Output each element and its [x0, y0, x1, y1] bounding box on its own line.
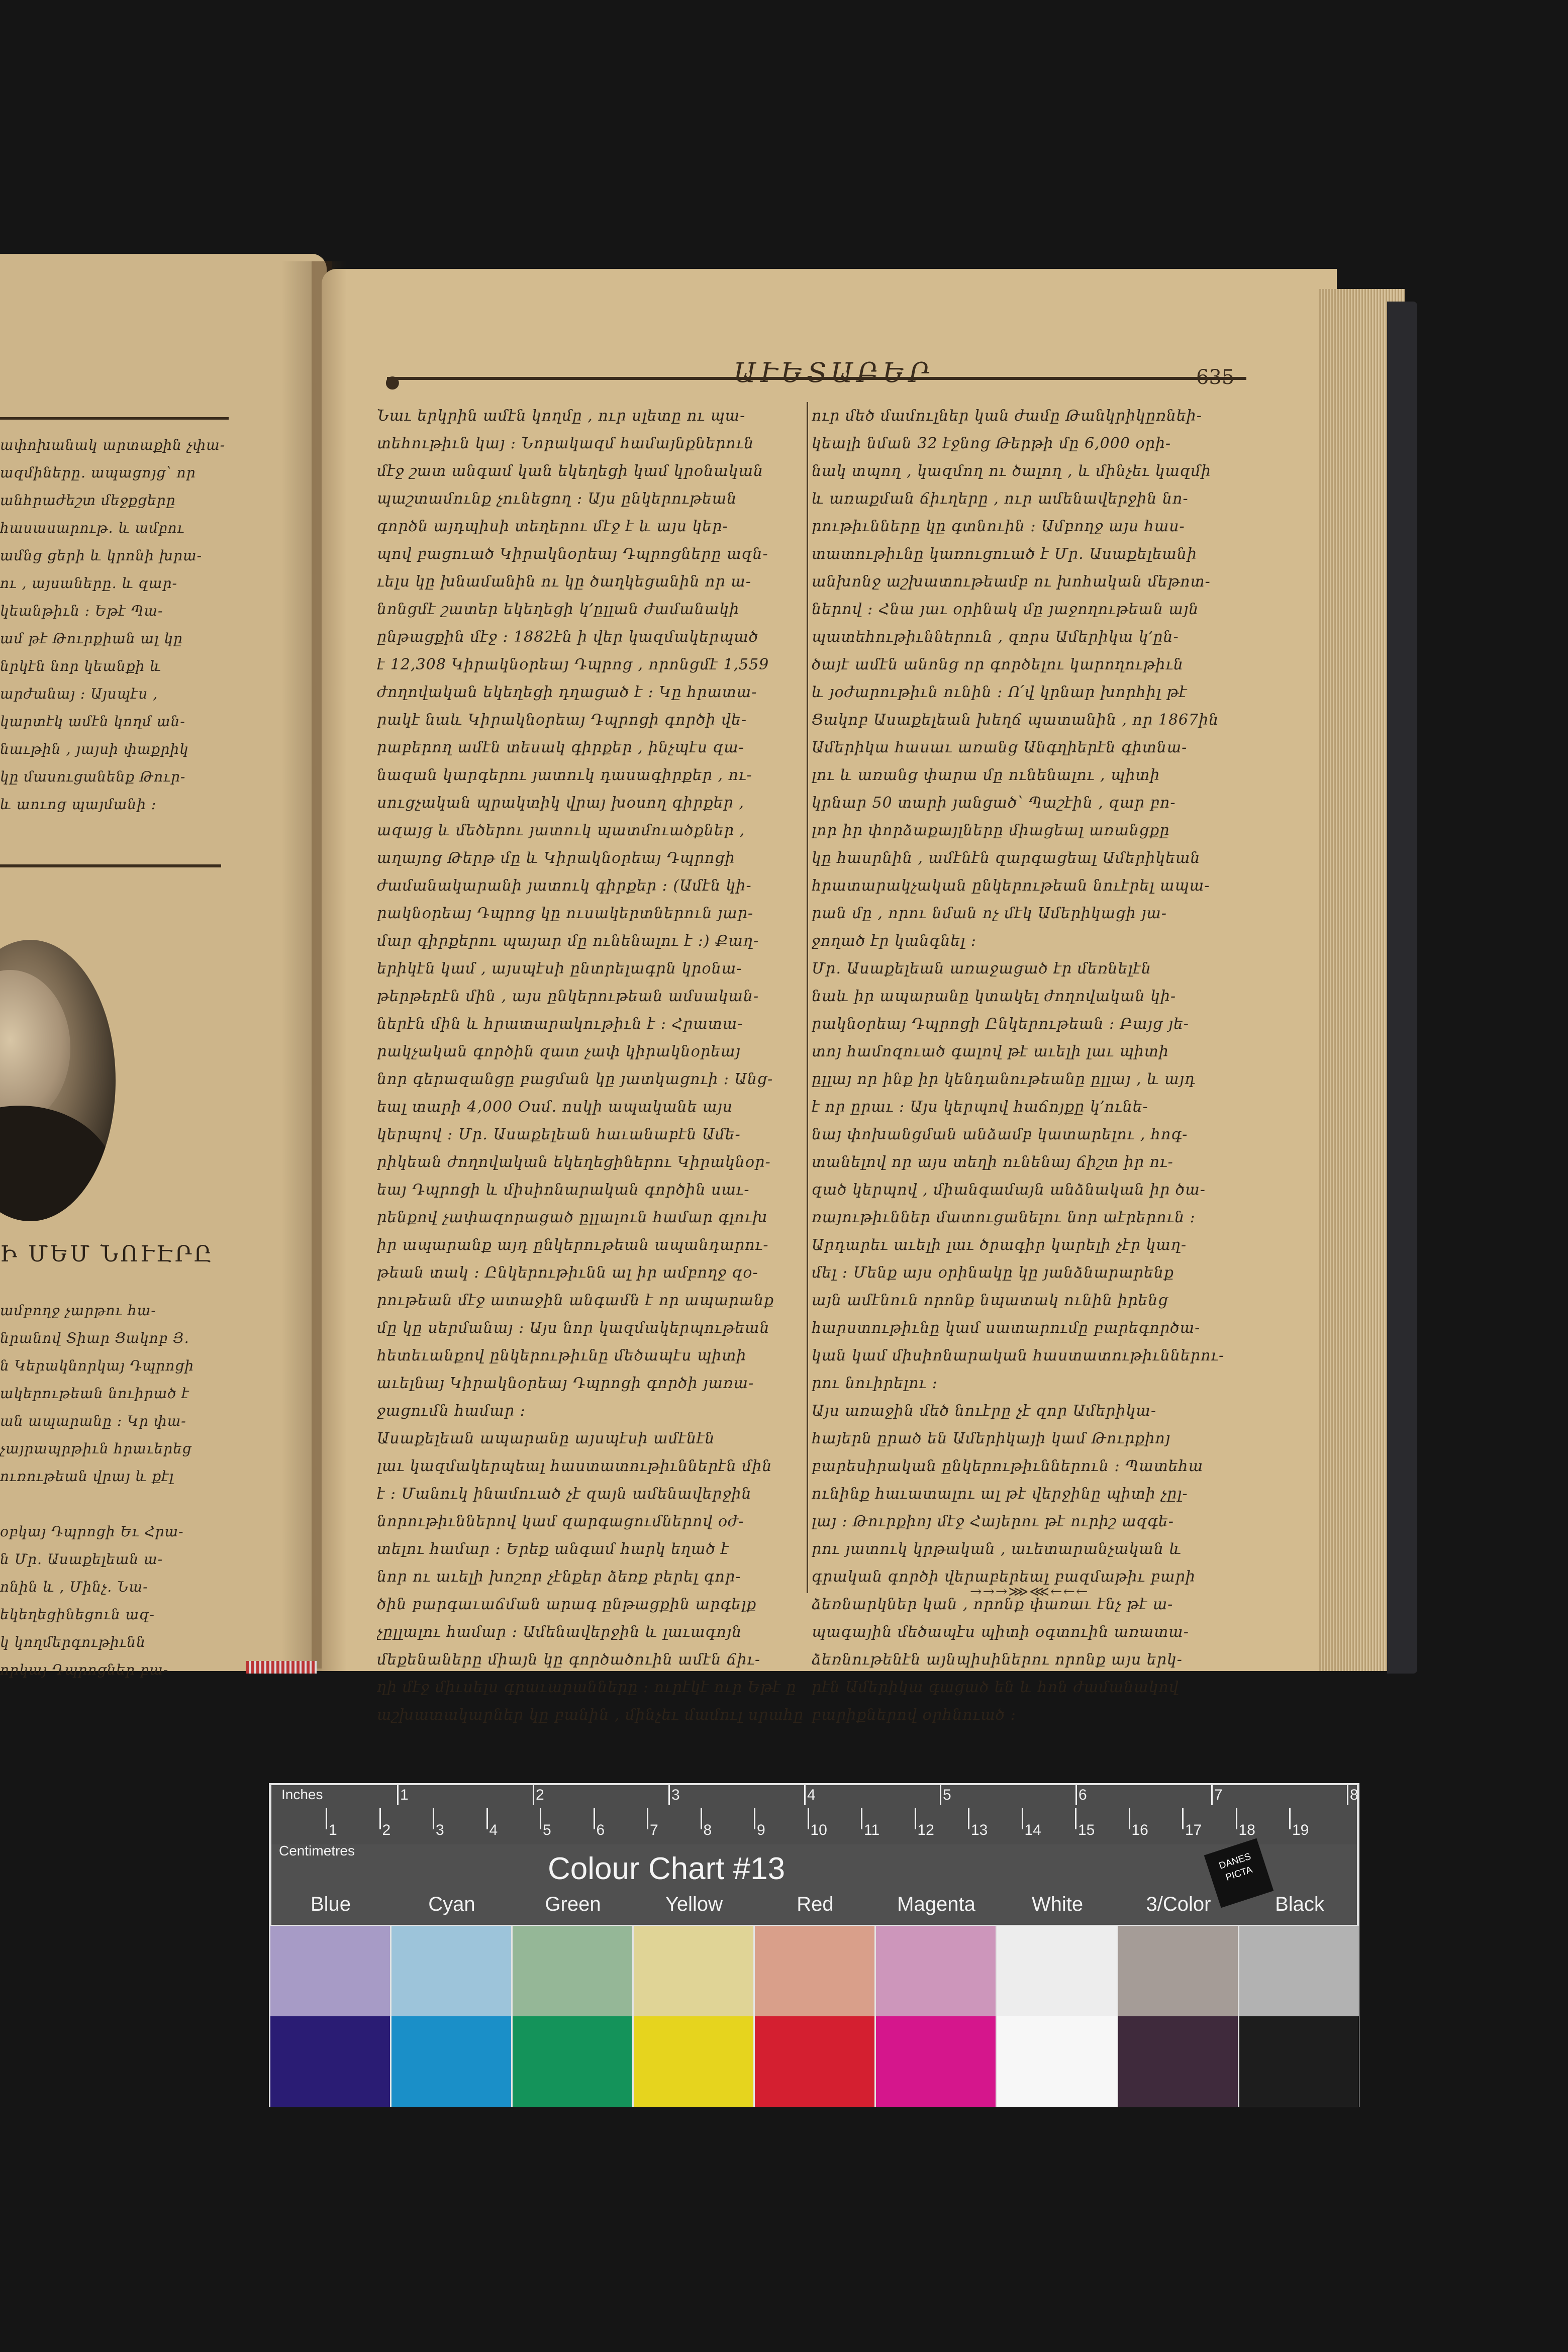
text-line: Ամերիկա հասաւ առանց Անգղիերէն գիտնա-	[812, 739, 1188, 756]
cm-tick-label: 15	[1078, 1822, 1095, 1838]
text-line: պատեհութիւններուն , զորս Ամերիկա կ՚ըն-	[812, 628, 1179, 646]
cm-tick-label: 13	[971, 1822, 988, 1838]
text-line: րիկեան ժողովական եկեղեցիներու Կիրակնօր-	[377, 1153, 771, 1171]
text-line: տանելով որ այս տեղի ունենայ ճիշտ իր ու-	[812, 1153, 1173, 1171]
cm-tick-label: 8	[703, 1822, 712, 1838]
text-line: րու յատուկ կրթական , աւետարանչական և	[812, 1540, 1182, 1558]
swatch-label: Magenta	[897, 1893, 975, 1915]
inch-tick	[1347, 1785, 1348, 1805]
text-line: ամ թէ Թուրքիան ալ կը	[0, 630, 183, 647]
inch-tick	[940, 1785, 941, 1805]
inch-tick-label: 4	[807, 1787, 816, 1803]
text-line: հասասարութ․ և ամբու	[0, 520, 185, 536]
text-line: աւելնայ Կիրակնօրեայ Դպրոցի գործի յառա-	[377, 1375, 754, 1392]
left-page-top-text	[0, 431, 236, 818]
inch-tick	[533, 1785, 534, 1805]
text-line: բարիքներով օրհնուած ։	[812, 1706, 1016, 1724]
text-line: տելու համար ։ Երեք անգամ հարկ եղած է	[377, 1540, 729, 1558]
cm-tick	[915, 1808, 916, 1829]
text-line: ծին բարգաւաճման արագ ընթացքին արգելք	[377, 1596, 757, 1613]
text-line: Ասաքելեան ապարանը այսպէսի ամէնէն	[377, 1430, 715, 1447]
text-line: ղի մէջ միւսելս գրաւարանները ։ ուրէկէ ուր Եթէ ը	[377, 1679, 797, 1696]
text-line: զած կերպով , միանգամայն անձնական իր ծա-	[812, 1181, 1206, 1199]
cm-tick	[1236, 1808, 1237, 1829]
text-line: նրկէն նոր կեանքի և	[0, 658, 162, 674]
text-line: րէն Ամերիկա գացած են և հոն ժամանակով	[812, 1679, 1179, 1696]
text-line: ազայց և մեծերու յատուկ պատմուածքներ ,	[377, 822, 745, 839]
text-line: բարեսիրական ընկերութիւններուն ։ Պատեհա	[812, 1457, 1204, 1475]
cm-tick	[379, 1808, 381, 1829]
closing-ornament: →→→⋙⋘←←←	[970, 1583, 1089, 1600]
left-page-section-rule	[0, 864, 221, 867]
text-line: է որ ըրաւ ։ Այս կերպով հաճոյքը կ՚ունե-	[812, 1098, 1148, 1116]
text-line: մէջ շատ անգամ կան եկեղեցի կամ կրօնական	[377, 462, 764, 480]
text-line: այն ամէնուն որոնք նպատակ ունին իրենց	[812, 1292, 1168, 1309]
cm-tick-label: 16	[1131, 1822, 1148, 1838]
text-line: է ։ Մանուկ ինամուած չէ զայն ամենավերջին	[377, 1485, 752, 1503]
text-line: ու , այսաները․ և զար-	[0, 575, 177, 592]
text-line: նրանով Տիար Ցակոբ Յ․	[0, 1330, 189, 1346]
swatch-label: White	[1031, 1893, 1084, 1915]
text-line: ոնին և , Մինչ․ Նա-	[0, 1579, 148, 1595]
text-line: Արդարեւ աւելի լաւ ծրագիր կարելի չէր կաղ-	[812, 1236, 1187, 1254]
text-line: կեալի նման 32 էջնոց Թերթի մը 6,000 օրի-	[812, 435, 1171, 452]
text-line: որկայ Դպրոցներ բա-	[0, 1661, 169, 1678]
text-line: թեան տակ ։ Ընկերութիւնն ալ իր ամբողջ զօ-	[377, 1264, 758, 1282]
inch-tick-label: 5	[943, 1787, 951, 1803]
text-line: անխոնջ աշխատութեամբ ու խոհական մեթոտ-	[812, 573, 1211, 591]
text-line: ն Մր․ Ասաքելեան ա-	[0, 1551, 163, 1567]
text-line: կան կամ միսիոնարական հաստատութիւններու-	[812, 1347, 1225, 1364]
text-line: չայրապրթիւն հրաւերեց	[0, 1440, 192, 1457]
text-line: ըլլայ որ ինք իր կենդանութեանը ըլլայ , և այդ	[812, 1070, 1196, 1088]
swatch-label: Black	[1275, 1893, 1324, 1915]
text-line: ջողած էր կանգնել ։	[812, 932, 976, 950]
text-line: նոր գերազանցը բացման կը յատկացուի ։ Անց-	[377, 1070, 773, 1088]
column-divider	[807, 402, 808, 1593]
text-line: կը մասուցանենք Թուր-	[0, 768, 186, 785]
cm-tick	[754, 1808, 755, 1829]
cm-tick-label: 2	[382, 1822, 391, 1838]
cm-tick	[1022, 1808, 1023, 1829]
ruler-inches-label: Inches	[281, 1787, 323, 1802]
text-line: եալ տարի 4,000 Օսմ․ ոսկի ապականե այս	[377, 1098, 733, 1116]
left-page-bottom-text	[0, 1297, 231, 1684]
inch-tick	[1075, 1785, 1077, 1805]
text-line: նորութիւններով կամ զարգացումներով օժ-	[377, 1513, 744, 1530]
swatch-dark	[876, 2016, 996, 2107]
text-line: եկեղեցինեցուն ազ-	[0, 1606, 155, 1623]
text-line: լոր իր փորձաքայլները միացեալ առանցքը	[812, 822, 1170, 839]
cm-tick	[1129, 1808, 1130, 1829]
text-line: ուռութեան վրայ և քէլ	[0, 1468, 174, 1485]
text-line: րակէ նաև Կիրակնօրեայ Դպրոցի գործի վե-	[377, 711, 747, 729]
cm-tick-label: 3	[436, 1822, 444, 1838]
text-line: ձեռնարկներ կան , որոնք փառաւ էնչ թէ ա-	[812, 1596, 1173, 1613]
text-line: րաբերող ամէն տեսակ գիրքեր , ինչպէս զա-	[377, 739, 744, 756]
text-line: է 12,308 Կիրակնօրեայ Դպրոց , որոնցմէ 1,559	[377, 656, 769, 673]
text-line: հետեւանքով ընկերութիւնը մեծապէս պիտի	[377, 1347, 747, 1364]
journal-title: ԱՒԵՏԱԲԵՐ	[734, 357, 934, 388]
text-line: կրնար 50 տարի յանցած՝ Պաշէին , զար բո-	[812, 794, 1176, 812]
left-page-rule	[0, 417, 229, 420]
swatch-label: Red	[797, 1893, 834, 1915]
swatch-light	[391, 1926, 511, 2016]
cm-tick	[326, 1808, 327, 1829]
text-line: ռայութիւններ մատուցանելու նոր աէրերուն ։	[812, 1209, 1196, 1226]
text-line: րենքով չափազորացած ըլլալուն համար գլուխ	[377, 1209, 768, 1226]
cm-tick	[594, 1808, 595, 1829]
inch-tick-label: 7	[1214, 1787, 1223, 1803]
text-line: նաև իր ապարանը կտակել ժողովական կի-	[812, 988, 1177, 1005]
swatch-light	[755, 1926, 874, 2016]
cm-tick	[968, 1808, 969, 1829]
text-line: ներով ։ Հնա յաւ օրինակ մը յաջողութեան այն	[812, 601, 1199, 618]
text-line: րակնօրեայ Դպրոց կը ուսակերտներուն յար-	[377, 905, 754, 922]
text-line: ն Կերակնորկայ Դպրոցի	[0, 1357, 194, 1374]
text-line: և յօժարութիւն ունին ։ Ո՛վ կրնար խորհիլ թէ	[812, 683, 1188, 701]
swatch-light	[634, 1926, 753, 2016]
book-headband	[246, 1661, 317, 1674]
cm-tick-label: 4	[489, 1822, 498, 1838]
inch-tick	[1211, 1785, 1213, 1805]
inch-tick-label: 8	[1350, 1787, 1358, 1803]
cm-tick-label: 9	[757, 1822, 765, 1838]
text-line: լու և առանց փարա մը ունենալու , պիտի	[812, 766, 1160, 784]
text-line: սուցչական պրակտիկ վրայ խօսող գիրքեր ,	[377, 794, 744, 812]
text-line: ակերութեան նուիրած է	[0, 1385, 189, 1402]
text-line	[0, 1490, 231, 1518]
cm-tick-label: 11	[864, 1822, 880, 1838]
swatch-label: Cyan	[428, 1893, 475, 1915]
text-line: ւելս կը խնամանին ու կը ծաղկեցանին որ ա-	[377, 573, 751, 591]
text-line: պաշտամունք չունեցող ։ Այս ընկերութեան	[377, 490, 737, 508]
text-line: րակնօրեայ Դպրոցի Ընկերութեան ։ Բայց յե-	[812, 1015, 1189, 1033]
text-line: աղայոց Թերթ մը և Կիրակնօրեայ Դպրոցի	[377, 849, 735, 867]
cm-tick	[486, 1808, 488, 1829]
text-line: երիկէն կամ , այսպէսի ընտրելագրն կրօնա-	[377, 960, 742, 977]
header-ornament-icon: ●	[385, 372, 400, 392]
text-line: նայ փոխանցման անձամբ կատարելու , հոգ-	[812, 1126, 1188, 1143]
text-line: տեհութիւն կայ ։ Նորակազմ համայնքներուն	[377, 435, 754, 452]
text-line: մեքենաները միայն կը գործածուին ամէն ճիւ-	[377, 1651, 761, 1669]
inch-tick-label: 2	[536, 1787, 544, 1803]
text-line: Նաւ երկրին ամէն կողմը , ուր սլետը ու պա-	[377, 407, 746, 425]
cm-tick-label: 5	[543, 1822, 551, 1838]
swatch-dark	[391, 2016, 511, 2107]
swatch-dark	[1118, 2016, 1238, 2107]
cm-tick-label: 18	[1238, 1822, 1255, 1838]
cm-tick	[433, 1808, 434, 1829]
text-line: նոր ու աւելի խոշոր չէնքեր ձեռք բերել գոր-	[377, 1568, 741, 1586]
text-line: իր ապարանք այդ ընկերութեան ապանդարու-	[377, 1236, 769, 1254]
text-line: ան ապարանը ։ Կր փա-	[0, 1413, 186, 1429]
text-line: ժամանակարանի յատուկ գիրքեր ։ (Ամէն կի-	[377, 877, 752, 895]
text-line: պագային մեծապէս պիտի օգտուին առատա-	[812, 1623, 1189, 1641]
text-line: րակչական գործին զատ չափ կիրակնօրեայ	[377, 1043, 741, 1060]
text-line: և աուոց պայմանի ։	[0, 796, 157, 813]
book-cover	[1387, 302, 1417, 1674]
colour-chart-title: Colour Chart #13	[548, 1851, 786, 1886]
text-line: արժանայ ։ Այսպէս ,	[0, 685, 158, 702]
text-line: հայերն ըրած են Ամերիկայի կամ Թուրքիոյ	[812, 1430, 1171, 1447]
text-line: ուր մեծ մամուլներ կան ժամը Թանկրիկըռնեի-	[812, 407, 1202, 425]
swatch-light	[997, 1926, 1117, 2016]
swatch-dark	[634, 2016, 753, 2107]
article-right-column	[812, 402, 1254, 1729]
cm-tick	[647, 1808, 648, 1829]
text-line: եայ Դպրոցի և միսիոնարական գործին սաւ-	[377, 1181, 750, 1199]
cm-tick	[701, 1808, 702, 1829]
text-line: ընթացքին մէջ ։ 1882էն ի վեր կազմակերպած	[377, 628, 759, 646]
swatch-light	[513, 1926, 632, 2016]
cm-tick	[1075, 1808, 1076, 1829]
text-line: Ցակոբ Ասաքելեան խեղճ պատանին , որ 1867ին	[812, 711, 1219, 729]
text-line: ամնց ցերի և կրոնի խրա-	[0, 547, 203, 564]
text-line: րու նուիրելու ։	[812, 1375, 938, 1392]
inch-tick-label: 1	[400, 1787, 409, 1803]
portrait-face	[0, 970, 70, 1126]
swatch-label: 3/Color	[1146, 1893, 1211, 1915]
text-line: և առաքման ճիւղերը , ուր ամենավերջին նո-	[812, 490, 1189, 508]
text-line: կ կողմերգութիւնն	[0, 1634, 146, 1650]
text-line: մար գիրքերու պայար մը ունենալու է ։) Քաղ-	[377, 932, 759, 950]
book-gutter	[312, 261, 347, 1671]
swatch-light	[1118, 1926, 1238, 2016]
text-line: չըլլալու համար ։ Ամենավերջին և լաւագոյն	[377, 1623, 742, 1641]
cm-tick-label: 14	[1024, 1822, 1041, 1838]
text-line: թերթերէն մին , այս ընկերութեան ամսական-	[377, 988, 759, 1005]
text-line: նաւթին , յայսի փաքրիկ	[0, 741, 189, 757]
text-line: Մր․ Ասաքելեան առաջացած էր մեռնելէն	[812, 960, 1151, 977]
cm-tick-label: 6	[596, 1822, 605, 1838]
text-line: հարստութիւնը կամ սատարումը բարեգործա-	[812, 1319, 1201, 1337]
text-line: ներէն մին և հրատարակութիւն է ։ Հրատա-	[377, 1015, 743, 1033]
cm-tick	[861, 1808, 862, 1829]
text-line: ձեռնութենէն այնպիսիներու որոնք այս երկ-	[812, 1651, 1183, 1669]
swatch-dark	[997, 2016, 1117, 2107]
article-left-column	[377, 402, 804, 1729]
swatch-light	[1239, 1926, 1359, 2016]
cm-tick-label: 12	[917, 1822, 934, 1838]
text-line: ժողովական եկեղեցի դղացած է ։ Կը հրատա-	[377, 683, 757, 701]
text-line: ափոխանակ արտաքին չփա-	[0, 437, 226, 453]
swatch-label: Green	[545, 1893, 601, 1915]
page-number: 635	[1196, 366, 1235, 389]
text-line: տոյ համոզուած գալով թէ աւելի լաւ պիտի	[812, 1043, 1169, 1060]
swatch-light	[270, 1926, 390, 2016]
swatch-label: Yellow	[665, 1893, 723, 1915]
danes-picta-logo: DANES PICTA	[1204, 1838, 1274, 1908]
swatch-light	[876, 1926, 996, 2016]
text-line: րան մը , որու նման ոչ մէկ Ամերիկացի յա-	[812, 905, 1167, 922]
text-line: ջացումն համար ։	[377, 1402, 526, 1420]
text-line: տատութիւնը կառուցուած է Մր․ Ասաքելեանի	[812, 545, 1198, 563]
text-line: գրական գործի վերաբերեալ բազմաթիւ բարի	[812, 1568, 1196, 1586]
text-line: կեանթիւն ։ Եթէ Պա-	[0, 603, 163, 619]
text-line: Այս առաջին մեծ նուէրը չէ զոր Ամերիկա-	[812, 1402, 1156, 1420]
cm-tick-label: 10	[810, 1822, 827, 1838]
text-line: մել ։ Մենք այս օրինակը կը յանձնարարենք	[812, 1264, 1174, 1282]
cm-tick-label: 19	[1292, 1822, 1309, 1838]
text-line: օբկայ Դպրոցի Եւ Հրա-	[0, 1523, 184, 1540]
swatch-dark	[755, 2016, 874, 2107]
swatch-label: Blue	[310, 1893, 351, 1915]
text-line: հրատարակչական ընկերութեան նուէրել ապա-	[812, 877, 1210, 895]
swatch-dark	[270, 2016, 390, 2107]
text-line: րութիւնները կը գտնուին ։ Ամբողջ այս հաս-	[812, 518, 1185, 535]
text-line: կարտէկ ամէն կողմ ան-	[0, 713, 185, 730]
portrait-body	[0, 1106, 116, 1221]
inch-tick-label: 3	[671, 1787, 680, 1803]
text-line: գործն այդպիսի տեղերու մէջ է և այս կեր-	[377, 518, 728, 535]
inch-tick-label: 6	[1079, 1787, 1087, 1803]
text-line: կը հասրնին , ամէնէն զարգացեալ Ամերիկեան	[812, 849, 1201, 867]
text-line: անհրաժեշտ մեջքցերը	[0, 492, 176, 509]
text-line: աշխատակարներ կը բանին , մինչեւ մամուլ սրահը	[377, 1706, 804, 1724]
inch-tick	[804, 1785, 806, 1805]
cm-tick-label: 1	[329, 1822, 337, 1838]
swatch-dark	[513, 2016, 632, 2107]
inch-tick	[668, 1785, 670, 1805]
cm-tick	[808, 1808, 809, 1829]
text-line: ամբողջ չարթու հա-	[0, 1302, 156, 1319]
text-line: րութեան մէջ ատաջին անգամն է որ ապարանք	[377, 1292, 774, 1309]
text-line: մը կը սերմանայ ։ Այս նոր կազմակերպութեան	[377, 1319, 770, 1337]
text-line: ծայէ ամէն անոնց որ գործելու կարողութիւն	[812, 656, 1184, 673]
cm-tick	[540, 1808, 541, 1829]
text-line: կերպով ։ Մր․ Ասաքելեան հաւանաբէն Ամե-	[377, 1126, 741, 1143]
cm-tick-label: 17	[1185, 1822, 1202, 1838]
text-line: լայ ։ Թուրքիոյ մէջ Հայերու թէ ուրիշ ազգե-	[812, 1513, 1174, 1530]
cm-tick-label: 7	[650, 1822, 658, 1838]
cm-tick	[1182, 1808, 1184, 1829]
ruler-cm-label: Centimetres	[279, 1843, 355, 1858]
text-line: նազան կարգերու յատուկ դասագիրքեր , ու-	[377, 766, 752, 784]
inch-tick	[397, 1785, 399, 1805]
text-line: ազմիները․ ապացոյց՝ որ	[0, 464, 196, 481]
swatch-dark	[1239, 2016, 1359, 2107]
text-line: պով բացուած Կիրակնօրեայ Դպրոցները ազն-	[377, 545, 768, 563]
left-page-heading: Ի ՄԵՄ ՆՈՒԷՐԸ	[0, 1241, 214, 1267]
text-line: ունինք հաւատալու ալ թէ վերջինը պիտի չըլ-	[812, 1485, 1188, 1503]
text-line: նոնցմէ շատեր եկեղեցի կ՚ըլլան ժամանակի	[377, 601, 740, 618]
cm-tick	[1289, 1808, 1291, 1829]
text-line: լաւ կազմակերպեալ հաստատութիւններէն մին	[377, 1457, 772, 1475]
text-line: նակ տպող , կազմող ու ծալող , և մինչեւ կազմի	[812, 462, 1211, 480]
